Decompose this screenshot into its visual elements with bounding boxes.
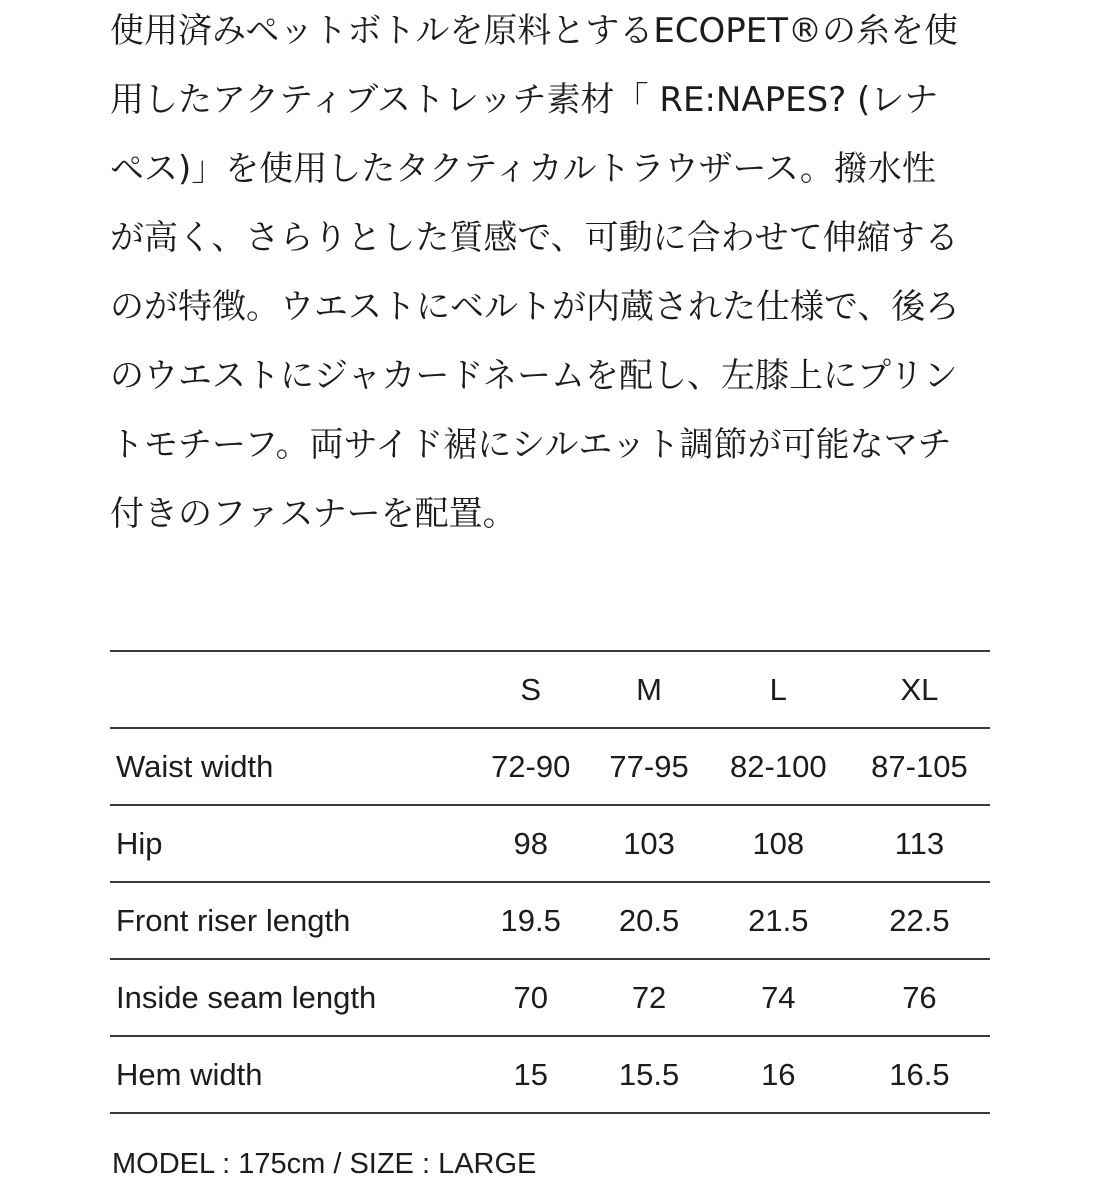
row-label-waist-width: Waist width	[110, 728, 471, 805]
table-row	[110, 959, 990, 1036]
table-cell: 72	[590, 959, 707, 1036]
table-cell: 103	[590, 805, 707, 882]
table-cell: 15.5	[590, 1036, 707, 1113]
row-label-inside-seam-length: Inside seam length	[110, 959, 471, 1036]
table-cell: 113	[849, 805, 990, 882]
description-line: のが特徴。ウエストにベルトが内蔵された仕様で、後ろ	[110, 287, 960, 327]
size-chart-header	[110, 651, 990, 728]
size-header-s: S	[471, 651, 590, 728]
table-cell: 16	[708, 1036, 849, 1113]
product-description	[110, 0, 1000, 549]
table-row	[110, 728, 990, 805]
description-line: 付きのファスナーを配置。	[110, 494, 517, 534]
table-cell: 70	[471, 959, 590, 1036]
table-cell: 76	[849, 959, 990, 1036]
table-row	[110, 805, 990, 882]
row-label-front-riser-length: Front riser length	[110, 882, 471, 959]
size-header-l: L	[708, 651, 849, 728]
description-line: のウエストにジャカードネームを配し、左膝上にプリン	[110, 356, 958, 396]
table-cell: 87-105	[849, 728, 990, 805]
table-row	[110, 882, 990, 959]
table-cell: 72-90	[471, 728, 590, 805]
description-line: 使用済みペットボトルを原料とするECOPET®の糸を使	[110, 11, 959, 51]
table-cell: 16.5	[849, 1036, 990, 1113]
row-label-hip: Hip	[110, 805, 471, 882]
table-cell: 82-100	[708, 728, 849, 805]
table-cell: 21.5	[708, 882, 849, 959]
description-line: が高く、さらりとした質感で、可動に合わせて伸縮する	[110, 218, 959, 258]
description-line: トモチーフ。両サイド裾にシルエット調節が可能なマチ	[110, 425, 952, 465]
description-line: 用したアクティブストレッチ素材「 RE:NAPES? (レナ	[110, 80, 939, 120]
size-chart-table	[110, 650, 990, 1114]
table-cell: 20.5	[590, 882, 707, 959]
size-chart-body	[110, 728, 990, 1113]
table-cell: 19.5	[471, 882, 590, 959]
table-header-row	[110, 651, 990, 728]
size-header-xl: XL	[849, 651, 990, 728]
table-cell: 108	[708, 805, 849, 882]
table-cell: 98	[471, 805, 590, 882]
table-cell: 77-95	[590, 728, 707, 805]
size-header-m: M	[590, 651, 707, 728]
table-row	[110, 1036, 990, 1113]
model-size-note: MODEL : 175cm / SIZE : LARGE	[112, 1148, 537, 1180]
row-label-hem-width: Hem width	[110, 1036, 471, 1113]
table-cell: 15	[471, 1036, 590, 1113]
table-cell: 22.5	[849, 882, 990, 959]
header-label-cell	[110, 651, 471, 728]
description-line: ペス)」を使用したタクティカルトラウザース。撥水性	[110, 149, 936, 189]
table-cell: 74	[708, 959, 849, 1036]
